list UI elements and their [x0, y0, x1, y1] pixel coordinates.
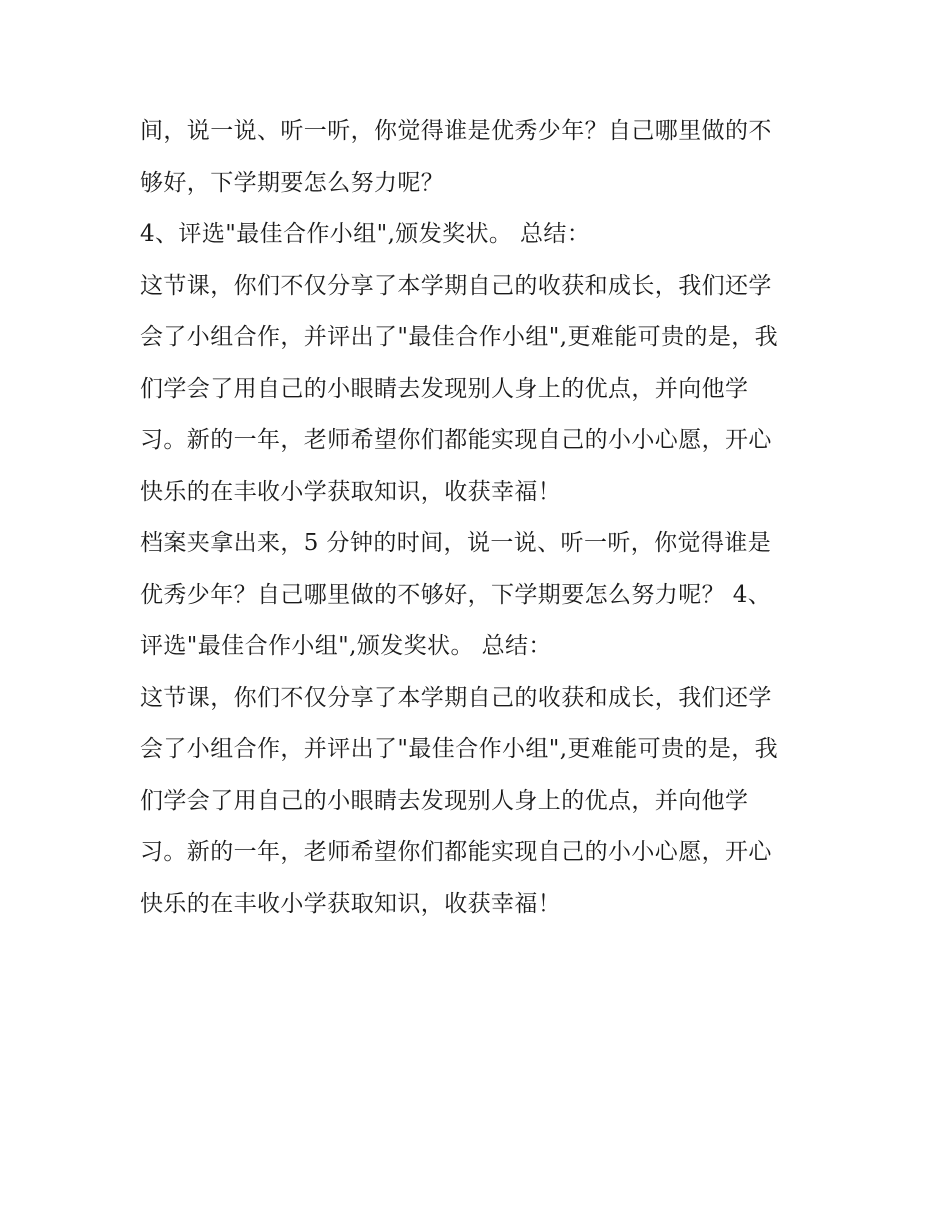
text-line: 会了小组合作，并评出了"最佳合作小组",更难能可贵的是，我	[140, 736, 779, 762]
text-line: 们学会了用自己的小眼睛去发现别人身上的优点，并向他学	[140, 375, 749, 402]
text-line: 习。新的一年，老师希望你们都能实现自己的小小心愿，开心	[140, 427, 772, 453]
text-line: 4、评选"最佳合作小组",颁发奖状。 总结：	[140, 221, 591, 247]
text-line: 们学会了用自己的小眼睛去发现别人身上的优点，并向他学	[140, 787, 749, 814]
text-line: 评选"最佳合作小组",颁发奖状。 总结：	[140, 633, 552, 659]
text-line: 会了小组合作，并评出了"最佳合作小组",更难能可贵的是，我	[140, 324, 779, 350]
text-line: 习。新的一年，老师希望你们都能实现自己的小小心愿，开心	[140, 839, 772, 865]
text-line: 间，说一说、听一听，你觉得谁是优秀少年？自己哪里做的不	[140, 118, 772, 144]
text-line: 优秀少年？自己哪里做的不够好，下学期要怎么努力呢？ 4、	[140, 581, 772, 608]
text-line: 快乐的在丰收小学获取知识，收获幸福！	[140, 890, 562, 917]
text-line: 这节课，你们不仅分享了本学期自己的收获和成长，我们还学	[140, 272, 772, 299]
document-body	[140, 106, 820, 930]
text-line: 档案夹拿出来，5 分钟的时间，说一说、听一听，你觉得谁是	[140, 530, 772, 556]
text-line: 快乐的在丰收小学获取知识，收获幸福！	[140, 478, 562, 505]
text-line: 这节课，你们不仅分享了本学期自己的收获和成长，我们还学	[140, 684, 772, 711]
text-line: 够好，下学期要怎么努力呢？	[140, 169, 445, 196]
